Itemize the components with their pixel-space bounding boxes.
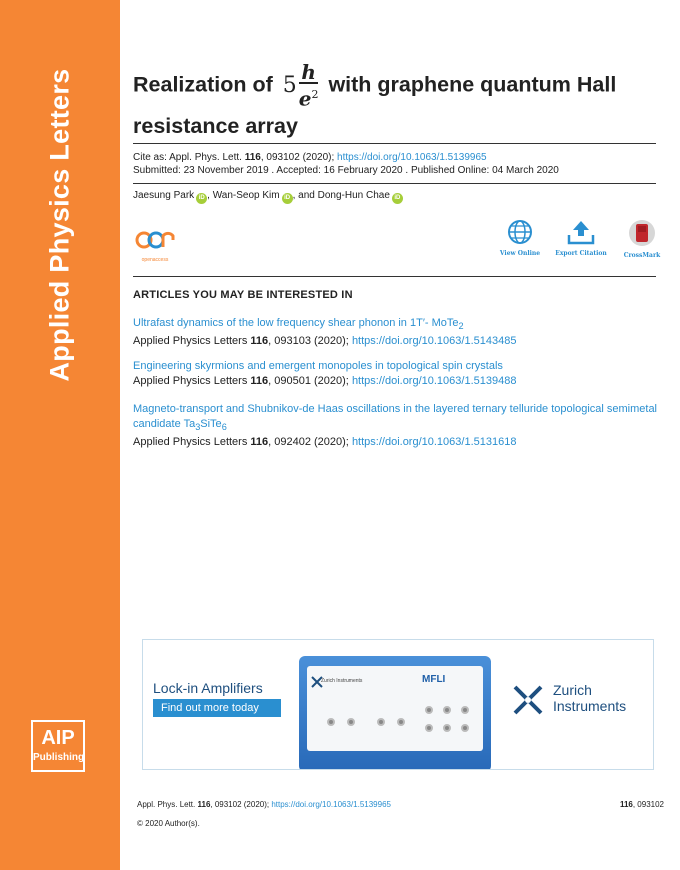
article-title	[133, 62, 657, 142]
divider	[133, 276, 656, 277]
footer-cite-prefix: Appl. Phys. Lett.	[137, 800, 198, 809]
article-title-subscript: 3	[195, 422, 201, 433]
device-front-panel	[307, 666, 483, 751]
fraction-exponent: 2	[311, 88, 319, 101]
publication-dates: Submitted: 23 November 2019 . Accepted: 16 February 2020 . Published Online: 04 March 2020	[133, 165, 559, 176]
device-brand-label: Zurich Instruments	[321, 678, 363, 684]
article-title-text: SiTe	[200, 418, 222, 430]
article-doi-link[interactable]: https://doi.org/10.1063/1.5139965	[337, 152, 487, 163]
device-model-label: MFLI	[422, 674, 446, 685]
related-article-citation	[133, 374, 657, 389]
orcid-icon[interactable]: iD	[392, 193, 403, 204]
bnc-port-icon	[347, 718, 355, 726]
bnc-port-icon	[443, 706, 451, 714]
bnc-port-icon	[397, 718, 405, 726]
author-separator: ,	[292, 190, 299, 201]
ad-headline: Lock-in Amplifiers	[153, 680, 263, 696]
related-article	[133, 359, 657, 389]
article-journal: Applied Physics Letters	[133, 436, 251, 449]
related-article-title[interactable]	[133, 402, 657, 435]
related-article	[133, 402, 657, 450]
footer-doi-link[interactable]: https://doi.org/10.1063/1.5139965	[271, 800, 391, 809]
lock-in-amplifier-ad[interactable]	[142, 639, 654, 770]
footer-right-volume: 116	[619, 800, 633, 809]
cite-suffix: , 093102 (2020);	[260, 152, 338, 163]
view-online-button[interactable]	[490, 219, 550, 257]
divider	[133, 183, 656, 184]
publishing-logo-text: Publishing	[33, 752, 85, 763]
fraction-base: e	[298, 86, 312, 111]
article-doi-link[interactable]: https://doi.org/10.1063/1.5139488	[351, 375, 517, 387]
article-journal: Applied Physics Letters	[133, 375, 251, 387]
open-access-badge[interactable]	[135, 228, 175, 263]
author-list	[133, 190, 403, 204]
article-details: , 090501 (2020);	[268, 375, 352, 387]
fraction-denominator	[299, 84, 319, 110]
article-title-subscript: 6	[221, 422, 227, 433]
related-article	[133, 316, 657, 349]
crossmark-button[interactable]	[612, 219, 672, 259]
article-volume: 116	[250, 436, 269, 449]
article-details: , 093103 (2020);	[268, 335, 352, 348]
mfli-device-image	[299, 656, 491, 770]
bnc-port-icon	[443, 724, 451, 732]
journal-sidebar	[0, 0, 120, 870]
zurich-instruments-logo-icon	[511, 683, 545, 717]
article-title-text: Ultrafast dynamics of the low frequency shear phonon in 1T′- MoTe	[133, 317, 459, 329]
article-volume: 116	[250, 375, 269, 387]
article-journal: Applied Physics Letters	[133, 335, 251, 348]
author-name[interactable]: and Dong-Hun Chae	[298, 190, 390, 201]
footer-citation	[137, 800, 391, 809]
h-over-e-squared	[299, 62, 319, 110]
footer-volume: 116	[197, 800, 211, 809]
title-coefficient: 5	[282, 72, 297, 98]
author-name[interactable]: Wan-Seop Kim	[212, 190, 280, 201]
article-title-subscript: 2	[458, 321, 464, 332]
bnc-port-icon	[461, 706, 469, 714]
article-doi-link[interactable]: https://doi.org/10.1063/1.5131618	[351, 436, 517, 449]
article-doi-link[interactable]: https://doi.org/10.1063/1.5143485	[351, 335, 517, 348]
related-article-title[interactable]	[133, 316, 657, 334]
aip-logo-text: AIP	[41, 727, 75, 749]
related-article-citation	[133, 334, 657, 349]
open-access-label: openaccess	[141, 257, 169, 263]
view-online-label: View Online	[499, 250, 541, 257]
export-citation-label: Export Citation	[555, 250, 607, 257]
cite-prefix: Cite as: Appl. Phys. Lett.	[133, 152, 245, 163]
author-name[interactable]: Jaesung Park	[133, 190, 195, 201]
article-volume: 116	[250, 335, 269, 348]
export-citation-button[interactable]	[551, 219, 611, 257]
journal-name: Applied Physics Letters	[44, 68, 75, 382]
orcid-icon[interactable]: iD	[282, 193, 293, 204]
author-separator: ,	[207, 190, 213, 201]
bnc-port-icon	[327, 718, 335, 726]
related-article-citation	[133, 435, 657, 450]
article-title-text: Magneto-transport and Shubnikov-de Haas oscillations in the layered ternary telluride topological semimetal candidate Ta	[133, 403, 658, 430]
related-articles-heading: ARTICLES YOU MAY BE INTERESTED IN	[133, 289, 353, 301]
divider	[133, 143, 656, 144]
copyright-notice: © 2020 Author(s).	[137, 819, 200, 828]
footer-right-page: , 093102	[632, 800, 664, 809]
globe-icon	[507, 219, 533, 245]
bnc-port-icon	[425, 706, 433, 714]
zurich-instruments-brand	[553, 682, 626, 714]
cite-volume: 116	[244, 152, 261, 163]
open-access-icon	[135, 228, 175, 250]
article-details: , 092402 (2020);	[268, 436, 352, 449]
orcid-icon[interactable]: iD	[196, 193, 207, 204]
footer-cite-suffix: , 093102 (2020);	[210, 800, 272, 809]
title-suffix: with graphene quantum Hall resistance array	[133, 72, 617, 138]
find-out-more-button[interactable]: Find out more today	[153, 699, 281, 717]
fraction-numerator: h	[299, 62, 319, 84]
bnc-port-icon	[461, 724, 469, 732]
crossmark-label: CrossMark	[623, 252, 661, 259]
aip-publishing-logo[interactable]	[31, 720, 85, 772]
export-icon	[567, 219, 595, 245]
footer-page-reference	[620, 800, 664, 809]
bnc-port-icon	[425, 724, 433, 732]
title-prefix: Realization of	[133, 72, 279, 97]
brand-line-2: Instruments	[553, 698, 627, 714]
crossmark-icon	[628, 219, 656, 247]
cite-as-line	[133, 151, 487, 165]
related-article-title[interactable]: Engineering skyrmions and emergent monopoles in topological spin crystals	[133, 360, 503, 372]
brand-line-1: Zurich	[553, 682, 592, 698]
bnc-port-icon	[377, 718, 385, 726]
